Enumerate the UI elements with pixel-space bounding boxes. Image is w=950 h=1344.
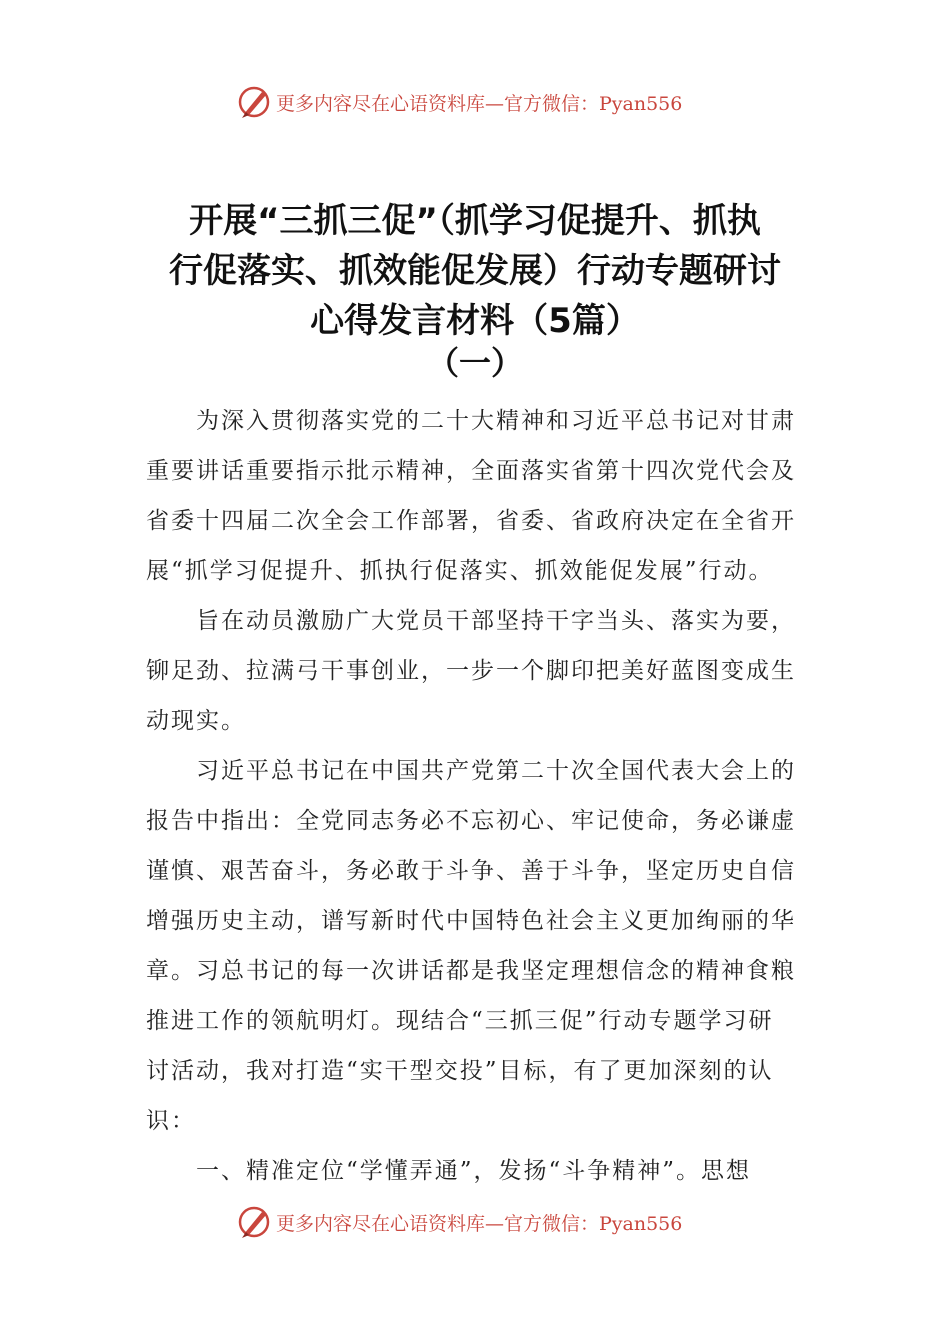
text-line: 为深入贯彻落实党的二十大精神和习近平总书记对甘肃 bbox=[196, 408, 796, 434]
text-line: 旨在动员激励广大党员干部坚持干字当头、落实为要， bbox=[196, 608, 796, 634]
paragraph bbox=[146, 596, 810, 746]
paragraph bbox=[146, 396, 810, 596]
paragraph bbox=[146, 746, 810, 1146]
title-line: 行促落实、抓效能促发展）行动专题研讨 bbox=[169, 251, 781, 291]
text-line: 推进工作的领航明灯。现结合“三抓三促”行动专题学习研 bbox=[146, 1008, 774, 1034]
text-line: 一、精准定位“学懂弄通”，发扬“斗争精神”。思想 bbox=[196, 1158, 752, 1184]
part-heading: （一） bbox=[426, 344, 523, 382]
pen-logo-icon bbox=[236, 1204, 272, 1240]
watermark-text: 更多内容尽在心语资料库—官方微信：Pyan556 bbox=[276, 92, 683, 115]
text-line: 报告中指出：全党同志务必不忘初心、牢记使命，务必谦虚 bbox=[146, 808, 796, 834]
text-line: 增强历史主动，谱写新时代中国特色社会主义更加绚丽的华 bbox=[146, 908, 796, 934]
text-line: 谨慎、艰苦奋斗，务必敢于斗争、善于斗争，坚定历史自信 bbox=[146, 858, 796, 884]
text-line: 讨活动，我对打造“实干型交投”目标，有了更加深刻的认 bbox=[146, 1058, 774, 1084]
text-line: 省委十四届二次全会工作部署，省委、省政府决定在全省开 bbox=[146, 508, 796, 534]
watermark-text: 更多内容尽在心语资料库—官方微信：Pyan556 bbox=[276, 1212, 683, 1235]
text-line: 重要讲话重要指示批示精神，全面落实省第十四次党代会及 bbox=[146, 458, 796, 484]
title-line: 心得发言材料（5篇） bbox=[310, 301, 640, 341]
text-line: 习近平总书记在中国共产党第二十次全国代表大会上的 bbox=[196, 758, 796, 784]
text-line: 展“抓学习促提升、抓执行促落实、抓效能促发展”行动。 bbox=[146, 558, 774, 584]
header-watermark bbox=[236, 84, 682, 120]
text-line: 铆足劲、拉满弓干事创业，一步一个脚印把美好蓝图变成生 bbox=[146, 658, 796, 684]
text-line: 识： bbox=[146, 1108, 196, 1134]
paragraph bbox=[146, 1146, 810, 1196]
document-body bbox=[146, 396, 810, 1196]
pen-logo-icon bbox=[236, 84, 272, 120]
document-title bbox=[140, 196, 810, 346]
title-line: 开展“三抓三促”（抓学习促提升、抓执 bbox=[189, 201, 761, 241]
footer-watermark bbox=[236, 1204, 682, 1240]
text-line: 动现实。 bbox=[146, 708, 246, 734]
text-line: 章。习总书记的每一次讲话都是我坚定理想信念的精神食粮 bbox=[146, 958, 796, 984]
